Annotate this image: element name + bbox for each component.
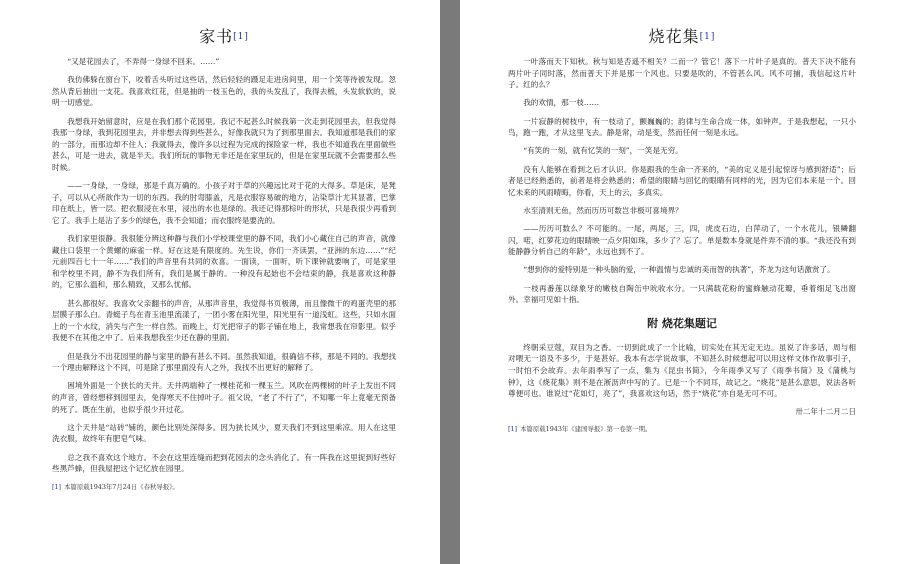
paragraph: 我们家里很静。我很能分辨这种静与我们小学校课堂里的静不同，我们小心藏住自己的声音，就像藏住口袋里一个黄螺的麻雀一样。好在这是有限度的。先生说，你们一齐读罢，“亚洲的东边……”“纪元前四百七十一年……”我们的声音里有共同的欢喜。一面读，一面听，听下课钟就要响了，可是家里和学校里不同，静不为我们所有，我们是属于静的。一种没有起始也不会结束的静，我是喜欢这种静的，它那么温和，那么精致，又那么忧郁。 bbox=[52, 234, 396, 290]
paragraph: “想到你的爱特别是一种头脑的爱，一种温情与忠诚的美而智的执著”，芥龙为这句话激赏了。 bbox=[523, 265, 835, 275]
page-title: 烧花集[1] bbox=[648, 27, 716, 46]
footnote-mark[interactable]: [1] bbox=[52, 482, 62, 491]
right-page bbox=[460, 0, 900, 564]
section-subtitle: 附 烧花集题记 bbox=[647, 316, 717, 330]
paragraph: 我仿佛躲在窗台下，咬着舌头听过这些话，然后轻轻的蹑足走进房间里，用一个笑等待被发现。忽然从背后抽出一支花。我喜欢红花，但是抽的一枝玉色的，我的头发乱了，我得去梳，头发软软的，说明一切感觉。 bbox=[52, 75, 396, 108]
paragraph: 甚么都很好。我喜欢父亲翻书的声音，从那声音里，我觉得书页极薄，而且像微干的鸡蛋壳里的那层膜子那么白。青蜓子鸟在青玉池里流漾了，一团小雾在阳光里，阳光里有一道浅虹。这些，只如水面上的一个水纹，消失与产生一样自然。而晚上，灯光把帘子的影子铺在地上，我常想我在帘影里。似乎我便不在其他之中了。后来我想我至少还在静的里面。 bbox=[52, 298, 396, 343]
paragraph: 但是我分不出花园里的静与家里的静有甚么不同。虽然我知道，很确信不移，那是不同的。我想找一个理由解释这个不同，可是除了那里面没有人之外，我找不出更好的解释了。 bbox=[52, 351, 396, 373]
paragraph: 我想我开始留意时，应是在我们那个花园里。我记不起甚么时候我第一次走到花园里去，但我觉得我那一身绿，我到花园里去，并非想去得到些甚么，好像我就只为了到那里面去。我知道那是我们的家的一部分，而那边却不住人；我就得去，像许多以过程为完成的探险家一样，我也不知道我在里面做些甚么，可是一进去，就是半天。我们所玩的事物无非还是在家里玩的，但是在家里玩就不会需要那么些时候。 bbox=[52, 116, 396, 172]
paragraph: 总之我不喜欢这个地方。不会在这里连缝而把到花园去的念头消化了。有一阵我在这里捉到好些好些黑芦蜂，但我屋把这个记忆放在园里。 bbox=[52, 452, 396, 474]
footnote-text: 本篇原载1943年《建国导报》第一卷第一期。 bbox=[520, 425, 652, 434]
footnote bbox=[508, 425, 856, 434]
footnote-text: 本篇原载1943年7月24日《春秋导报》。 bbox=[64, 482, 179, 491]
paragraph: 这个天井是“站砖”铺的，颜色比别处深得多。因为狭长风少，夏天我们不到这里乘凉。用人在这里洗衣服，故终年有肥皂气味。 bbox=[52, 422, 396, 444]
paragraph: 一叶落而天下知秋。秋与知是否遥不相关？二而一？管它！落下一片叶子是真的。普天下决不能有两片叶子同时落，然而普天下并是那一个风也。只要是吹的，不管甚么风。风不可捕，我信起这片叶子。红的么？ bbox=[508, 57, 856, 90]
paragraph: ——一身绿，一身绿，那是千真万确的。小孩子对于草的兴趣远比对于花的大得多。草是床，是凳子，可以从心所欲作为一切的东西。我的肘弯膝盖，凡是衣服容易破的地方，沾染草汁尤其显著，巴掌印在纸上，皆一层。把衣服浸在水里，浸出的水也是绿的。我还记得那棕叶的形状，只是我很少再看到它了。我手上是沾了多少的绿色，我不会知道；而衣服终是要洗的。 bbox=[52, 181, 396, 225]
paragraph: 终朝采豆蔻，双目为之香。一切到此成了一个比喻，切实处在其无定无边。虽说了许多话，周与相对喂无一语及不多少，于是甚好。我本有志学说故事，不知甚么时候想起可以用这样文体作故事引子，一时怕不会故弃。去年雨季写了一点，集为《昆虫书简》，今年雨季又写了《雨季书简》及《蒲桃与钟》，这《烧花集》则不是在淅沥声中写的了。已是一个不同耳，故记之。“烧花”是甚么意思，说法各听尊便可也。谁说过“花如灯，亮了”，我喜欢这句话，然于“烧花”亦自是无可不可。 bbox=[508, 342, 856, 399]
footnote-mark[interactable]: [1] bbox=[508, 425, 518, 434]
footnote-ref[interactable]: [1] bbox=[699, 32, 716, 42]
page-gutter bbox=[440, 0, 460, 564]
left-page bbox=[0, 0, 440, 564]
paragraph: 水至清则无鱼，然而历历可数岂非极可喜境界？ bbox=[523, 205, 683, 215]
paragraph: 一片寂静的树枝中，有一枝动了，颤巍巍的；韵律与生命合成一体，如钟声。于是我想起，一只小鸟，跑一跑，才从这里飞去。静是常，动是变，然而任何一刻是永远。 bbox=[508, 116, 856, 138]
footnote-ref[interactable]: [1] bbox=[233, 32, 249, 42]
paragraph: 我的欢情，那一枝…… bbox=[523, 98, 600, 108]
date-line: 卅二年十二月二日 bbox=[795, 407, 856, 417]
paragraph: “有笑的一刻，就有忆笑的一刻”，一笑是无穷。 bbox=[523, 146, 683, 156]
paragraph: 困境外面是一个狭长的天井。天井两端种了一棵桂花和一棵玉兰。风吹在两棵树的叶子上发出不同的声音，曾经想移到园里去，免得寒天不住掉叶子。祖父说，“老了不行了”，不知哪一年上竟毫无预备的死了。既在生前，也似乎很少开过花。 bbox=[52, 381, 396, 414]
page-title: 家书[1] bbox=[199, 27, 249, 46]
paragraph: 一枝再番莲以绿象牙的嫩枝自陶缶中吮收水分。一只满载花粉的蜜蜂触动花瓣，垂着细足飞出窗外。幸福可见如十指。 bbox=[508, 283, 856, 305]
footnote bbox=[52, 483, 396, 492]
paragraph: ——历历可数么？不可能的。一尾，两尾，三，四，虎皮石边，白萍动了，一个水花儿，银鳞翻闪，喏，红萝花边的眼睛映一点夕阳如珠，多少了？忘了。单是数本身就是件弄不清的事。“我还没有到能静静分析自己的年龄”，永远也到不了。 bbox=[508, 224, 856, 257]
paragraph: 没有人能够在看到之后才认识。你是跟我的生命一齐来的，“美的定义是引起惊讶与感到舒适”；后者是已经熟悉的，前者是将会熟悉的；希望的眼睛与回忆的眼睛有同样的光，因为它们本来是一个。回忆未来的风雨晴晦，你看，天上的云，多真实。 bbox=[508, 164, 856, 197]
paragraph: “又是花园去了，不弄得一身绿不回来。……” bbox=[67, 57, 220, 66]
